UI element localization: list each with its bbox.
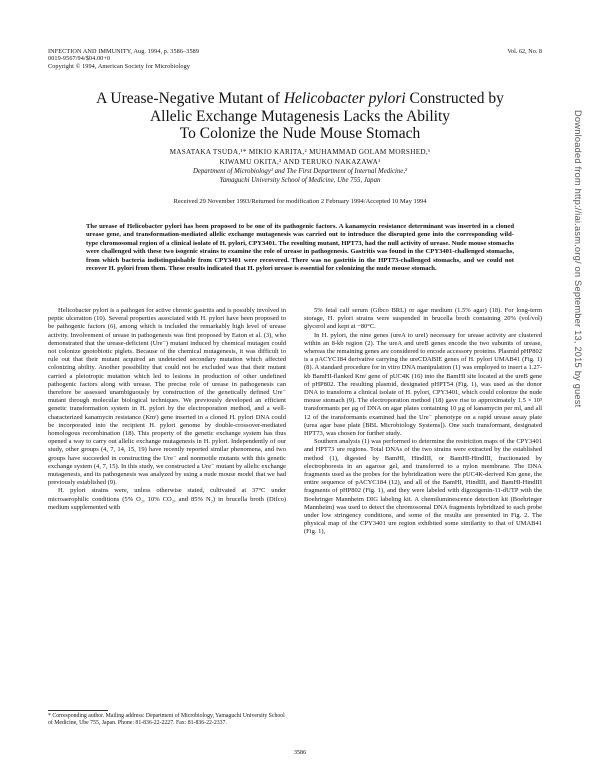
volume-info: Vol. 62, No. 8 [507, 48, 542, 55]
title-text: A Urease-Negative Mutant of [96, 90, 284, 107]
title-text: Allelic Exchange Mutagenesis Lacks the Ability [149, 107, 451, 125]
right-column [304, 307, 542, 537]
received-dates: Received 29 November 1993/Returned for modification 2 February 1994/Accepted 10 May 1994 [173, 198, 427, 205]
author-list [60, 147, 540, 167]
body-paragraph: Southern analysis (1) was performed to determine the restriction maps of the CPY3401 and HPT73 ure regions. Total DNAs of the two strains were extracted by the established method (1), digested by BamHI, HindIII, or BamHI-HindIII, fractionated by electrophoresis in an agarose gel, and transferred to a nylon membrane. The DNA fragments used as the probes for the hybridization were the pUC4K-derived Km gene, the entire sequence of pACYC184 (12), and all of the BamHI, HindIII, and BamHI-HindIII fragments of pHP802 (Fig. 1), and they were labeled with digoxigenin-11-dUTP with the Boehringer Mannheim DIG labeling kit. A chemiluminescence detection kit (Boehringer Mannheim) was used to detect the chromosomal DNA fragments hybridized to each probe under low stringency conditions, and some of the results are presented in Fig. 2. The physical map of the CPY3401 ure region exhibited some similarity to that of UMAB41 (Fig. 1), [304, 438, 542, 536]
body-paragraph: Helicobacter pylori is a pathogen for active chronic gastritis and is possibly involved in peptic ulceration (10). Several properties associated with H. pylori have been proposed to be pathogenic factors (6), among which is included the remarkably high level of urease activity. Involvement of urease in pathogenesis was first proposed by Eaton et al. (3), who demonstrated that the urease-deficient (Ure⁻) mutant induced by chemical mutagen could not colonize gnotobiotic piglets. Because of the chemical mutagenesis, it was difficult to rule out that their mutant acquired an undetected secondary mutation which affected colonizing ability. Another possibility that could not be excluded was that their mutant carried a pleiotropic mutation which led to lesions in production of other undefined pathogenic factors along with urease. The precise role of urease in pathogenesis can therefore be assessed unambiguously by construction of the genetically defined Ure⁻ mutant through molecular biological techniques. We previously developed an efficient genetic transformation system in H. pylori by the electroporation method, and a well-characterized kanamycin resistance (Kmʳ) gene inserted in a cloned H. pylori DNA could be incorporated into the recipient H. pylori genome by double-crossover-mediated homologous recombination (18). This property of the genetic exchange system has thus opened a way to carry out allelic exchange mutagenesis in H. pylori. Independently of our study, other groups (4, 7, 14, 15, 19) have recently reported similar phenomena, and two groups have succeeded in constructing the Ure⁻ and nonmotile mutants with this genetic exchange system (4, 7, 15). In this study, we constructed a Ure⁻ mutant by allelic exchange mutagenesis, and its pathogenesis was analyzed by using a nude mouse model that we had previously established (9). [48, 307, 286, 487]
title-species: Helicobacter pylori [283, 90, 406, 107]
body-paragraph: 5% fetal calf serum (Gibco BRL) or agar medium (1.5% agar) (18). For long-term storage, H. pylori strains were suspended in brucella broth containing 20% (vol/vol) glycerol and kept at −80°C. [304, 307, 542, 331]
footnote-rule [48, 710, 108, 711]
body-paragraph: H. pylori strains were, unless otherwise stated, cultivated at 37°C under microaerophilic conditions (5% O₂, 10% CO₂, and 85% N₂) in brucella broth (Difco) medium supplemented with [48, 487, 286, 511]
abstract: The urease of Helicobacter pylori has been proposed to be one of its pathogenic factors. A kanamycin resistance determinant was inserted in a cloned urease gene, and transformation-mediated allelic exchange mutagenesis was carried out to introduce the disrupted gene into the corresponding wild-type chromosomal region of a clinical isolate of H. pylori, CPY3401. The resulting mutant, HPT73, had the null activity of urease. Nude mouse stomachs were challenged with these two isogenic strains to examine the role of urease in pathogenesis. Gastritis was found in the CPY3401-challenged stomachs, from which bacteria indistinguishable from CPY3401 were recovered. There was no gastritis in the HPT73-challenged stomachs, and we could not recover H. pylori from them. These results indicated that H. pylori urease is essential for colonizing the nude mouse stomach. [86, 223, 514, 273]
journal-header [48, 48, 199, 70]
header-line: INFECTION AND IMMUNITY, Aug. 1994, p. 3586–3589 [48, 48, 200, 55]
title-text: To Colonize the Nude Mouse Stomach [179, 125, 421, 142]
author-line: KIWAMU OKITA,² AND TERUKO NAKAZAWA¹ [219, 158, 381, 166]
corresponding-author-footnote: * Corresponding author. Mailing address: Department of Microbiology, Yamaguchi University School of Medicine, Ube 755, Japan. Phone: 81-836-22-2227. Fax: 81-836-22-2337. [48, 713, 285, 726]
author-line: MASATAKA TSUDA,¹* MIKIO KARITA,² MUHAMMAD GOLAM MORSHED,¹ [169, 148, 431, 156]
header-line: Copyright © 1994, American Society for Microbiology [48, 62, 190, 70]
affiliation-line: Department of Microbiology¹ and The First Department of Internal Medicine,² [192, 168, 408, 175]
page-number: 3586 [293, 749, 307, 756]
article-title [60, 90, 540, 143]
affiliation [60, 168, 540, 185]
body-paragraph: In H. pylori, the nine genes (ureA to ureI) necessary for urease activity are clustered within an 8-kb region (2). The ureA and ureB genes encode the two subunits of urease, whereas the remaining genes are considered to encode accessory proteins. Plasmid pHP802 is a pACYC184 derivative carrying the ureCDABIE genes of H. pylori UMAB41 (Fig. 1) (8). A standard procedure for in vitro DNA manipulation (1) was employed to insert a 1.27-kb BamHI-flanked Kmʳ gene of pUC4K (16) into the BamHI site located at the ureB gene of pHP802. The resulting plasmid, designated pHPT54 (Fig. 1), was used as the donor DNA to transform a clinical isolate of H. pylori, CPY3401, which could colonize the nude mouse stomach (9). The electroporation method (18) gave rise to approximately 1.5 × 10³ transformants per μg of DNA on agar plates containing 10 μg of kanamycin per ml, and all 12 of the transformants examined had the Ure⁻ phenotype on a rapid urease assay plate (urea agar base plate [BBL Microbiology Systems]). One such transformant, designated HPT73, was chosen for further study. [304, 331, 542, 438]
left-column [48, 307, 286, 512]
affiliation-line: Yamaguchi University School of Medicine, Ube 755, Japan [219, 176, 381, 184]
header-line: 0019-9567/94/$04.00+0 [48, 55, 111, 63]
title-text: Constructed by [405, 90, 504, 107]
download-watermark: Downloaded from http://iai.asm.org/ on September 13, 2015 by guest [573, 110, 583, 408]
